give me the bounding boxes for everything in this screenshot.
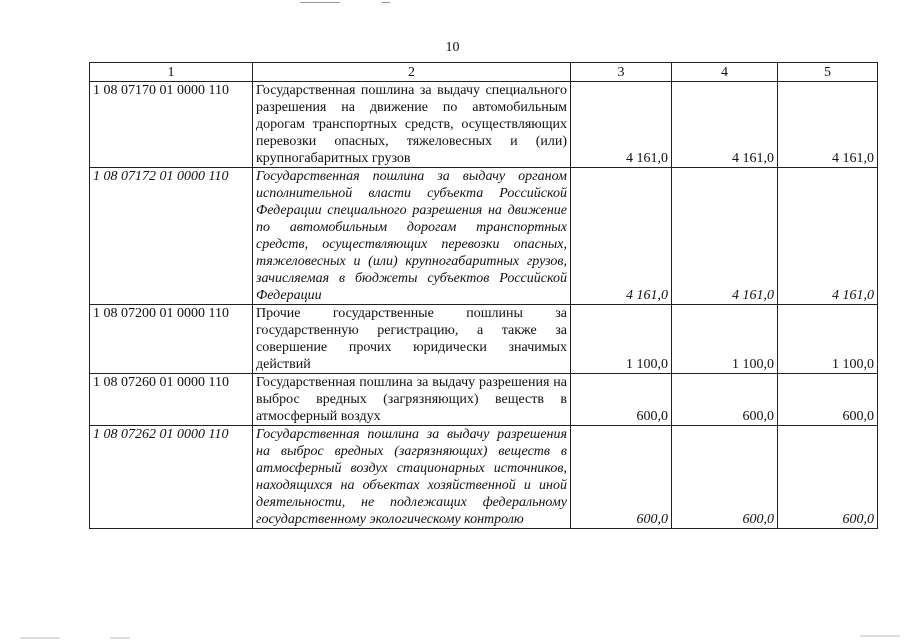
column-header: 3 bbox=[571, 63, 672, 82]
description-cell: Государственная пошлина за выдачу разрешения на выброс вредных (загрязняющих) веществ в атмосферный воздух bbox=[253, 374, 571, 426]
amount-cell: 600,0 bbox=[778, 374, 878, 426]
budget-code-cell: 1 08 07170 01 0000 110 bbox=[90, 82, 253, 168]
top-scan-marks bbox=[300, 0, 420, 6]
table-row bbox=[90, 305, 878, 374]
description-cell: Государственная пошлина за выдачу разрешения на выброс вредных (загрязняющих) веществ в атмосферный воздух стационарных источников, находящихся на объектах хозяйственной и иной деятельности, не подлежащих федеральному государственному экологическому контролю bbox=[253, 426, 571, 529]
amount-cell: 600,0 bbox=[571, 426, 672, 529]
budget-code-cell: 1 08 07260 01 0000 110 bbox=[90, 374, 253, 426]
column-header: 4 bbox=[672, 63, 778, 82]
amount-cell: 1 100,0 bbox=[778, 305, 878, 374]
column-header: 1 bbox=[90, 63, 253, 82]
bottom-scan-marks bbox=[0, 632, 905, 640]
column-header: 5 bbox=[778, 63, 878, 82]
amount-cell: 4 161,0 bbox=[571, 168, 672, 305]
description-cell: Государственная пошлина за выдачу органом исполнительной власти субъекта Российской Федерации специального разрешения на движение по автомобильным дорогам транспортных средств, осуществляющих перевозки опасных, тяжеловесных и (или) крупногабаритных грузов, зачисляемая в бюджеты субъектов Российской Федерации bbox=[253, 168, 571, 305]
amount-cell: 600,0 bbox=[672, 374, 778, 426]
table-row bbox=[90, 374, 878, 426]
amount-cell: 4 161,0 bbox=[778, 82, 878, 168]
column-header: 2 bbox=[253, 63, 571, 82]
amount-cell: 4 161,0 bbox=[778, 168, 878, 305]
amount-cell: 600,0 bbox=[672, 426, 778, 529]
amount-cell: 4 161,0 bbox=[672, 168, 778, 305]
table-header-row bbox=[90, 63, 878, 82]
table-row bbox=[90, 168, 878, 305]
revenue-table bbox=[89, 62, 878, 529]
amount-cell: 1 100,0 bbox=[672, 305, 778, 374]
budget-code-cell: 1 08 07262 01 0000 110 bbox=[90, 426, 253, 529]
budget-code-cell: 1 08 07172 01 0000 110 bbox=[90, 168, 253, 305]
table-row bbox=[90, 82, 878, 168]
description-cell: Прочие государственные пошлины за государственную регистрацию, а также за совершение прочих юридически значимых действий bbox=[253, 305, 571, 374]
page-number: 10 bbox=[445, 40, 460, 55]
table-row bbox=[90, 426, 878, 529]
amount-cell: 4 161,0 bbox=[672, 82, 778, 168]
amount-cell: 600,0 bbox=[571, 374, 672, 426]
amount-cell: 600,0 bbox=[778, 426, 878, 529]
amount-cell: 4 161,0 bbox=[571, 82, 672, 168]
budget-code-cell: 1 08 07200 01 0000 110 bbox=[90, 305, 253, 374]
amount-cell: 1 100,0 bbox=[571, 305, 672, 374]
description-cell: Государственная пошлина за выдачу специального разрешения на движение по автомобильным дорогам транспортных средств, осуществляющих перевозки опасных, тяжеловесных и (или) крупногабаритных грузов bbox=[253, 82, 571, 168]
